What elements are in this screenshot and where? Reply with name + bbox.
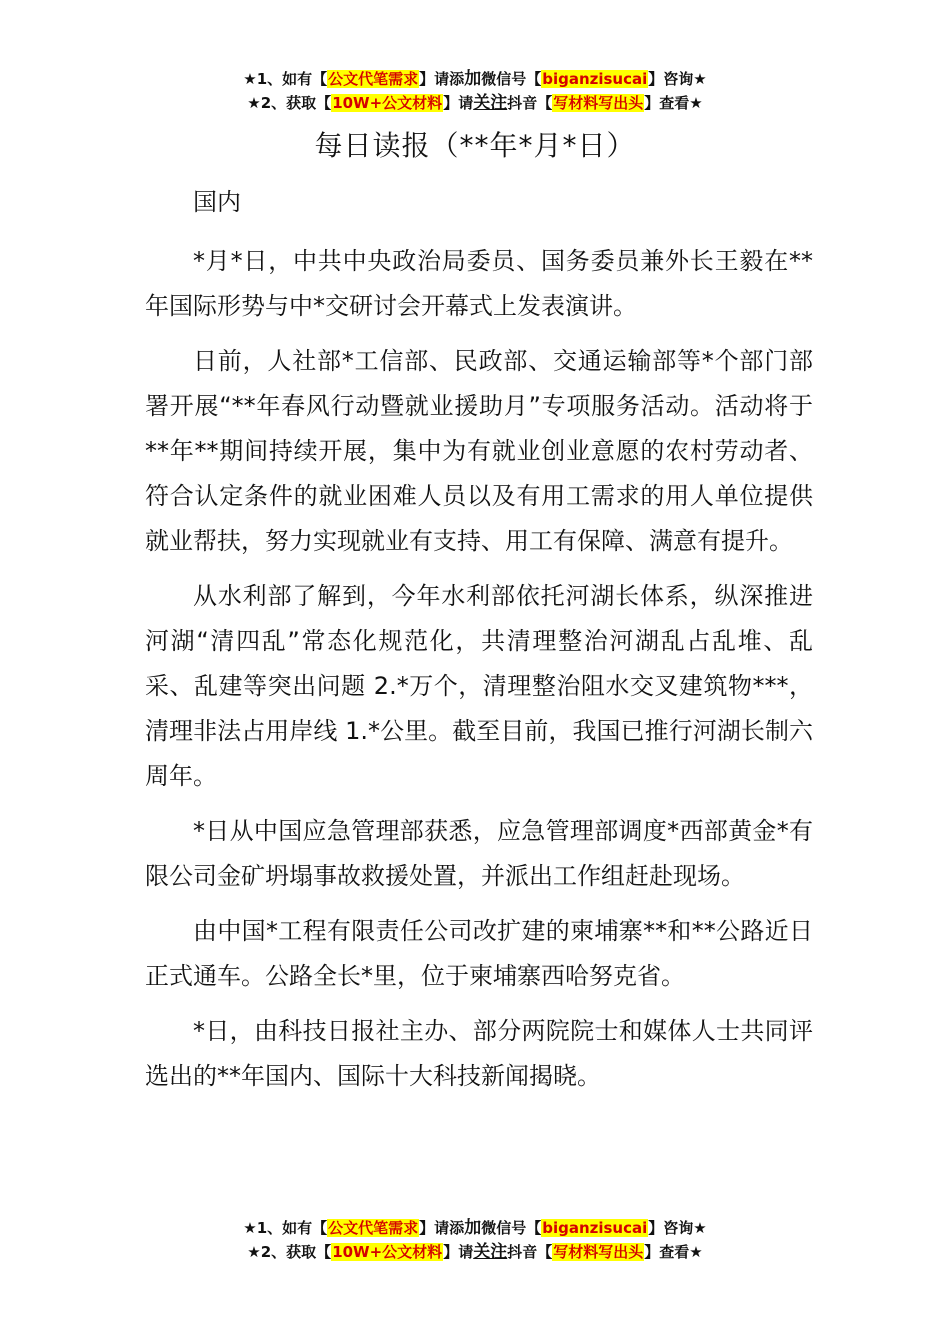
promo-text: ★2、获取【 — [247, 1243, 332, 1261]
promo-banner-bottom — [0, 1216, 950, 1264]
promo-text: 】请 — [443, 94, 474, 112]
promo-highlight: 写材料写出头 — [553, 1243, 644, 1261]
promo-line-2 — [0, 1240, 950, 1264]
news-paragraph: 从水利部了解到，今年水利部依托河湖长体系，纵深推进河湖“清四乱”常态化规范化，共清理整治河湖乱占乱堆、乱采、乱建等突出问题 2.*万个，清理整治阻水交叉建筑物***，清理非法占用岸线 1.*公里。截至目前，我国已推行河湖长制六周年。 — [145, 582, 813, 790]
news-paragraph: *日，由科技日报社主办、部分两院院士和媒体人士共同评选出的**年国内、国际十大科技新闻揭晓。 — [145, 1017, 813, 1090]
news-paragraph: 日前，人社部*工信部、民政部、交通运输部等*个部门部署开展“**年春风行动暨就业援助月”专项服务活动。活动将于**年**期间持续开展，集中为有就业创业意愿的农村劳动者、符合认定条件的就业困难人员以及有用工需求的用人单位提供就业帮扶，努力实现就业有支持、用工有保障、满意有提升。 — [145, 347, 813, 555]
promo-text: ★1、如有【 — [243, 1219, 328, 1237]
section-heading: 国内 — [193, 188, 241, 216]
promo-emphasis: 关注 — [473, 93, 508, 113]
news-paragraph: *月*日，中共中央政治局委员、国务委员兼外长王毅在**年国际形势与中*交研讨会开幕式上发表演讲。 — [145, 247, 813, 320]
promo-line-1 — [0, 67, 950, 91]
promo-highlight: 公文代笔需求 — [328, 70, 419, 88]
promo-highlight: 公文代笔需求 — [328, 1219, 419, 1237]
promo-text: 微信号【 — [481, 70, 542, 88]
promo-text: 】查看★ — [644, 94, 703, 112]
promo-line-2 — [0, 91, 950, 115]
news-paragraph: 由中国*工程有限责任公司改扩建的柬埔寨**和**公路近日正式通车。公路全长*里，位于柬埔寨西哈努克省。 — [145, 917, 813, 990]
page-title: 每日读报（**年*月*日） — [314, 129, 636, 162]
promo-text: ★1、如有【 — [243, 70, 328, 88]
promo-text: 微信号【 — [481, 1219, 542, 1237]
promo-text: 】请 — [443, 1243, 474, 1261]
promo-text: 】请添 — [419, 1219, 465, 1237]
promo-text: 】咨询★ — [648, 1219, 707, 1237]
promo-text: 】请添 — [419, 70, 465, 88]
promo-text: 抖音【 — [507, 94, 553, 112]
promo-text: 】咨询★ — [648, 70, 707, 88]
promo-highlight: 10W+公文材料 — [332, 1243, 443, 1261]
promo-text: 】查看★ — [644, 1243, 703, 1261]
promo-text: ★2、获取【 — [247, 94, 332, 112]
promo-highlight: biganzisucai — [542, 70, 648, 88]
promo-highlight: biganzisucai — [542, 1219, 648, 1237]
promo-emphasis: 加 — [464, 69, 482, 89]
promo-banner-top — [0, 67, 950, 115]
promo-emphasis: 关注 — [473, 1242, 508, 1262]
promo-highlight: 写材料写出头 — [553, 94, 644, 112]
promo-line-1 — [0, 1216, 950, 1240]
document-body — [145, 180, 813, 1109]
promo-text: 抖音【 — [507, 1243, 553, 1261]
news-paragraph: *日从中国应急管理部获悉，应急管理部调度*西部黄金*有限公司金矿坍塌事故救援处置，并派出工作组赶赴现场。 — [145, 817, 813, 890]
promo-emphasis: 加 — [464, 1218, 482, 1238]
promo-highlight: 10W+公文材料 — [332, 94, 443, 112]
